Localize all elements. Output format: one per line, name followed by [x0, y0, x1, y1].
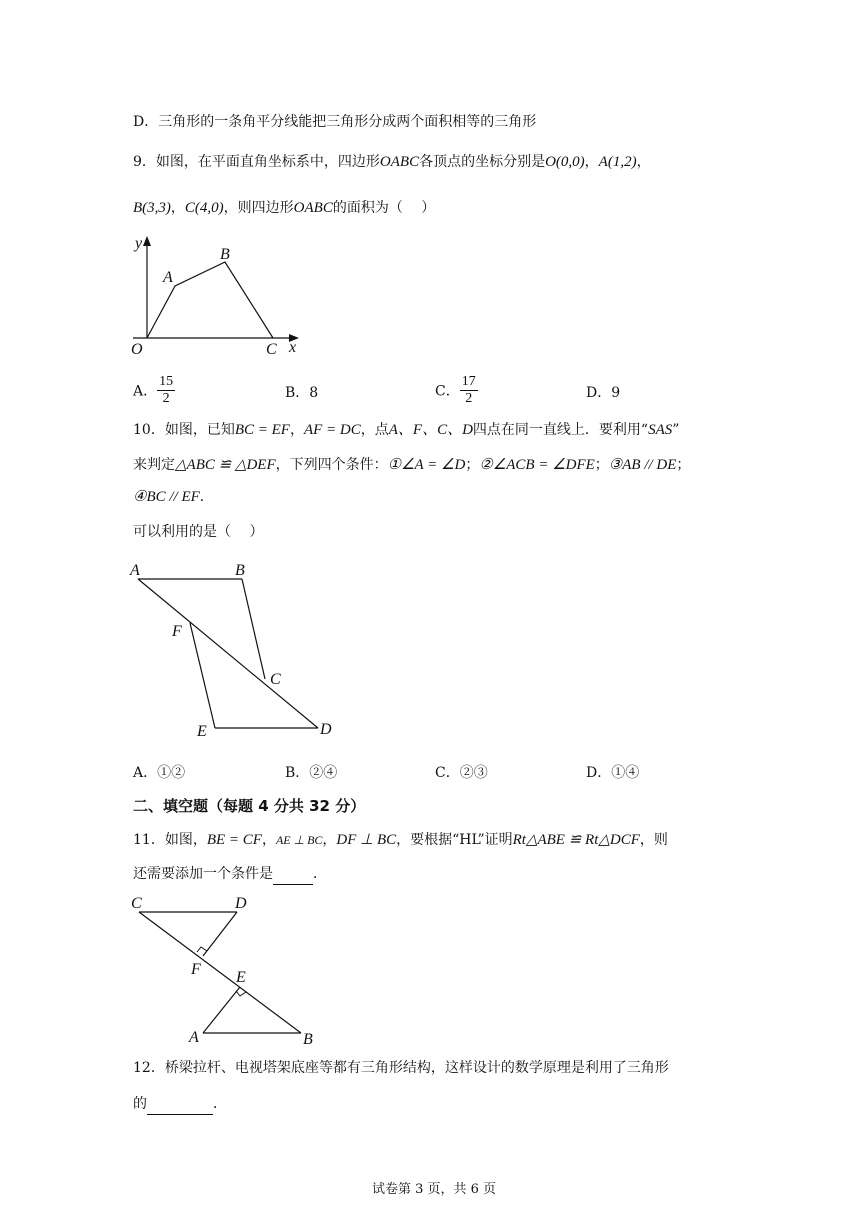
q10-label-e: E: [197, 723, 207, 740]
q9-y-arrow-icon: [143, 236, 151, 246]
q11-answer-blank[interactable]: [273, 864, 313, 885]
q10-condition-2: ②∠ACB = ∠DFE: [479, 457, 595, 473]
q11-label-f: F: [191, 961, 201, 978]
q11-label-e: E: [236, 969, 246, 986]
q11-label-d: D: [235, 895, 247, 912]
q11-figure: [125, 890, 325, 1050]
q11-segment-df: [203, 912, 237, 956]
q10-label-b: B: [235, 562, 245, 579]
q11-line1: 11．如图，BE = CF，AE ⊥ BC，DF ⊥ BC，要根据“HL”证明Rt△ABE ≌ Rt△DCF，则: [133, 832, 668, 848]
q10-line3: ④BC // EF．: [133, 489, 214, 505]
q10-condition-3: ③AB // DE: [608, 457, 677, 473]
q9-coordinate-figure: [125, 232, 310, 360]
q10-question: 可以利用的是（ ）: [133, 524, 264, 540]
q10-option-a[interactable]: A．①②: [133, 765, 186, 781]
section2-heading: 二、填空题（每题 4 分共 32 分）: [133, 797, 366, 815]
q9-option-d[interactable]: D．9: [586, 385, 621, 401]
page-footer: 试卷第 3 页，共 6 页: [371, 1182, 497, 1197]
q12-line2: 的 ．: [133, 1094, 227, 1115]
q11-label-c: C: [131, 895, 142, 912]
q10-option-d[interactable]: D．①④: [586, 765, 640, 781]
q11-segment-ae: [203, 987, 240, 1033]
q10-segment-fe: [190, 623, 215, 728]
q9-option-a[interactable]: A． $\frac{15}{2}$: [133, 374, 174, 406]
q9-coord-a: A(1,2): [598, 154, 637, 170]
q10-figure: [125, 558, 345, 743]
q10-line2: 来判定△ABC ≌ △DEF，下列四个条件：①∠A = ∠D；②∠ACB = ∠DFE；③AB // DE；: [133, 457, 691, 473]
q11-right-angle-f-icon: [197, 947, 207, 952]
q11-label-a: A: [189, 1029, 199, 1046]
q9-label-y: y: [135, 235, 143, 252]
q8-option-d: D．三角形的一条角平分线能把三角形分成两个面积相等的三角形: [133, 114, 537, 130]
q9-label-o: O: [131, 341, 143, 358]
q10-label-a: A: [130, 562, 140, 579]
q12-answer-blank[interactable]: [147, 1094, 213, 1115]
q9-coord-b: B(3,3): [133, 200, 171, 216]
q10-segment-ad: [138, 579, 318, 728]
q9-line1: 9．如图，在平面直角坐标系中，四边形OABC各顶点的坐标分别是O(0,0)，A(1,2)，: [133, 154, 651, 170]
q9-label-x: x: [289, 339, 297, 356]
q9-shape-name: OABC: [379, 154, 420, 170]
q9-option-b[interactable]: B．8: [285, 385, 319, 401]
q11-label-b: B: [303, 1031, 313, 1048]
q10-option-b[interactable]: B．②④: [285, 765, 338, 781]
q10-label-d: D: [320, 721, 332, 738]
q9-label-b: B: [220, 246, 230, 263]
q9-option-c[interactable]: C． $\frac{17}{2}$: [435, 374, 476, 406]
q9-label-a: A: [163, 269, 173, 286]
q10-line1: 10．如图，已知BC = EF，AF = DC，点A、F、C、D四点在同一直线上．要利用“SAS”: [133, 422, 680, 438]
q10-option-c[interactable]: C．②③: [435, 765, 488, 781]
q9-line2: B(3,3)，C(4,0)，则四边形OABC的面积为（ ）: [133, 200, 436, 216]
q10-condition-1: ①∠A = ∠D: [387, 457, 466, 473]
q12-line1: 12．桥梁拉杆、电视塔架底座等都有三角形结构，这样设计的数学原理是利用了三角形: [133, 1060, 669, 1076]
q9-coord-c: C(4,0): [184, 200, 224, 216]
q11-segment-cb: [139, 912, 301, 1033]
q9-label-c: C: [266, 341, 277, 358]
q10-label-f: F: [172, 623, 182, 640]
q9-coord-o: O(0,0): [545, 154, 585, 170]
q10-label-c: C: [270, 671, 281, 688]
q11-line2: 还需要添加一个条件是 ．: [133, 864, 327, 885]
q10-condition-4: ④BC // EF: [133, 489, 200, 505]
q11-right-angle-e-icon: [236, 991, 246, 996]
q10-segment-bc: [242, 579, 265, 679]
